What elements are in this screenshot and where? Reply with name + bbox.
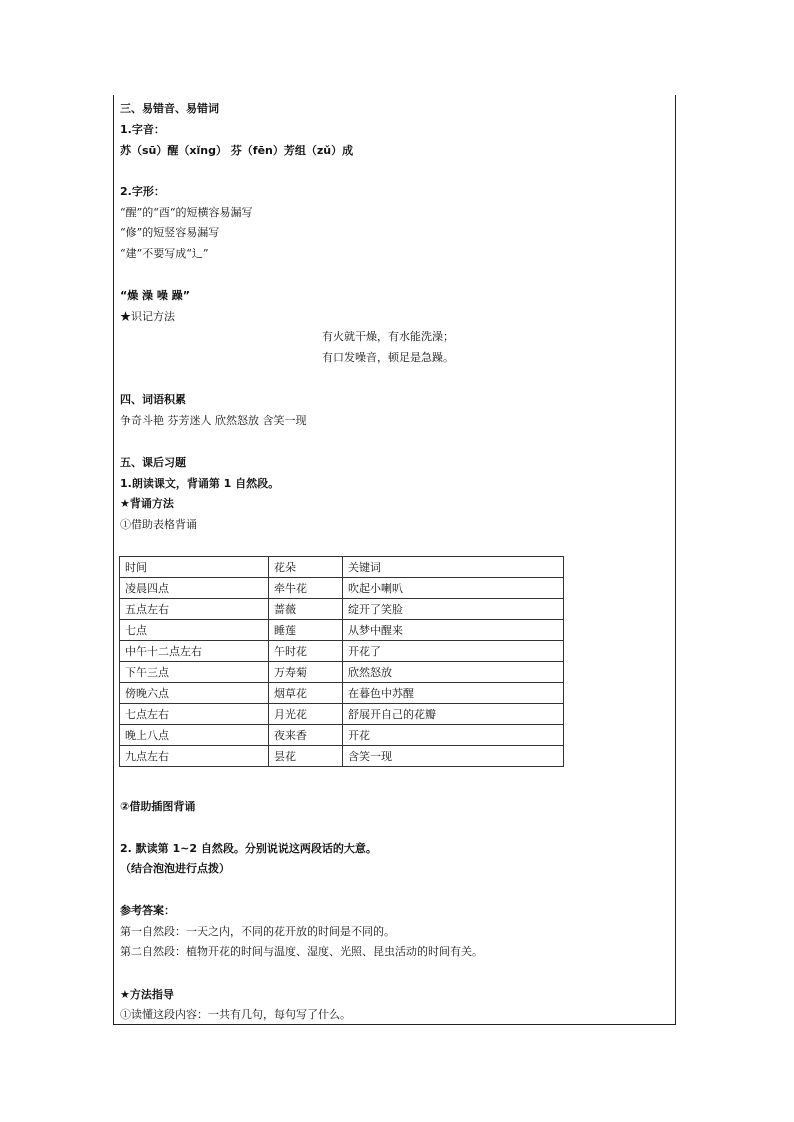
- table-cell: 蔷薇: [269, 599, 343, 620]
- recite-picture-label: ②借助插图背诵: [120, 800, 196, 813]
- table-cell: 昙花: [269, 746, 343, 767]
- table-cell: 凌晨四点: [120, 578, 269, 599]
- recite-table-label: ①借助表格背诵: [120, 518, 197, 531]
- words-line: 争奇斗艳 芬芳迷人 欣然怒放 含笑一现: [120, 414, 307, 427]
- table-cell: 九点左右: [120, 746, 269, 767]
- recitation-table: [119, 556, 564, 767]
- table-row: [120, 683, 564, 704]
- answer-line: 第一自然段：一天之内，不同的花开放的时间是不同的。: [120, 925, 395, 938]
- table-cell: 绽开了笑脸: [343, 599, 564, 620]
- table-row: [120, 662, 564, 683]
- table-row: [120, 620, 564, 641]
- table-row: [120, 746, 564, 767]
- table-cell: 开花: [343, 725, 564, 746]
- table-cell: 傍晚六点: [120, 683, 269, 704]
- poem-line: 有火就干燥，有水能洗澡；: [322, 330, 454, 343]
- table-cell: 下午三点: [120, 662, 269, 683]
- table-row: [120, 578, 564, 599]
- table-cell: 烟草花: [269, 683, 343, 704]
- pronunciation-heading: 1.字音：: [120, 123, 165, 136]
- table-cell: 睡莲: [269, 620, 343, 641]
- table-cell: 在暮色中苏醒: [343, 683, 564, 704]
- table-header-row: [120, 557, 564, 578]
- table-cell: 万寿菊: [269, 662, 343, 683]
- shape-line: “修”的短竖容易漏写: [120, 226, 220, 239]
- table-cell: 七点左右: [120, 704, 269, 725]
- pronunciation-line: 苏（sū）醒（xǐng） 芬（fēn）芳组（zǔ）成: [120, 144, 354, 157]
- table-row: [120, 641, 564, 662]
- shape-heading: 2.字形：: [120, 185, 165, 198]
- shape-line: “建”不要写成“辶”: [120, 247, 209, 260]
- section5-heading: 五、课后习题: [120, 456, 186, 469]
- table-cell: 舒展开自己的花瓣: [343, 704, 564, 725]
- table-header-cell: 花朵: [269, 557, 343, 578]
- poem-line: 有口发噪音，顿足是急躁。: [322, 351, 454, 364]
- exercise2-text: 2. 默读第 1~2 自然段。分别说说这两段话的大意。: [120, 842, 377, 855]
- table-row: [120, 704, 564, 725]
- table-row: [120, 599, 564, 620]
- table-cell: 中午十二点左右: [120, 641, 269, 662]
- table-cell: 夜来香: [269, 725, 343, 746]
- table-row: [120, 725, 564, 746]
- exercise1-text: 1.朗读课文，背诵第 1 自然段。: [120, 477, 280, 490]
- table-cell: 从梦中醒来: [343, 620, 564, 641]
- answer-heading: 参考答案：: [120, 904, 175, 917]
- recite-method-label: ★背诵方法: [120, 497, 174, 510]
- table-cell: 月光花: [269, 704, 343, 725]
- chars-line: “燥 澡 噪 躁”: [120, 289, 190, 302]
- table-cell: 开花了: [343, 641, 564, 662]
- table-header-cell: 时间: [120, 557, 269, 578]
- memory-method-label: ★识记方法: [120, 310, 175, 323]
- table-cell: 吹起小喇叭: [343, 578, 564, 599]
- table-cell: 牵牛花: [269, 578, 343, 599]
- exercise2-hint: （结合泡泡进行点拨）: [120, 862, 230, 875]
- table-cell: 晚上八点: [120, 725, 269, 746]
- method-heading: ★方法指导: [120, 988, 174, 1001]
- table-cell: 含笑一现: [343, 746, 564, 767]
- table-cell: 七点: [120, 620, 269, 641]
- table-cell: 五点左右: [120, 599, 269, 620]
- shape-line: “醒”的“酉“的短横容易漏写: [120, 206, 253, 219]
- section4-heading: 四、词语积累: [120, 393, 186, 406]
- table-cell: 午时花: [269, 641, 343, 662]
- method-line: ①读懂这段内容：一共有几句，每句写了什么。: [120, 1008, 351, 1021]
- table-cell: 欣然怒放: [343, 662, 564, 683]
- section3-heading: 三、易错音、易错词: [120, 102, 219, 115]
- answer-line: 第二自然段：植物开花的时间与温度、湿度、光照、昆虫活动的时间有关。: [120, 945, 483, 958]
- table-header-cell: 关键词: [343, 557, 564, 578]
